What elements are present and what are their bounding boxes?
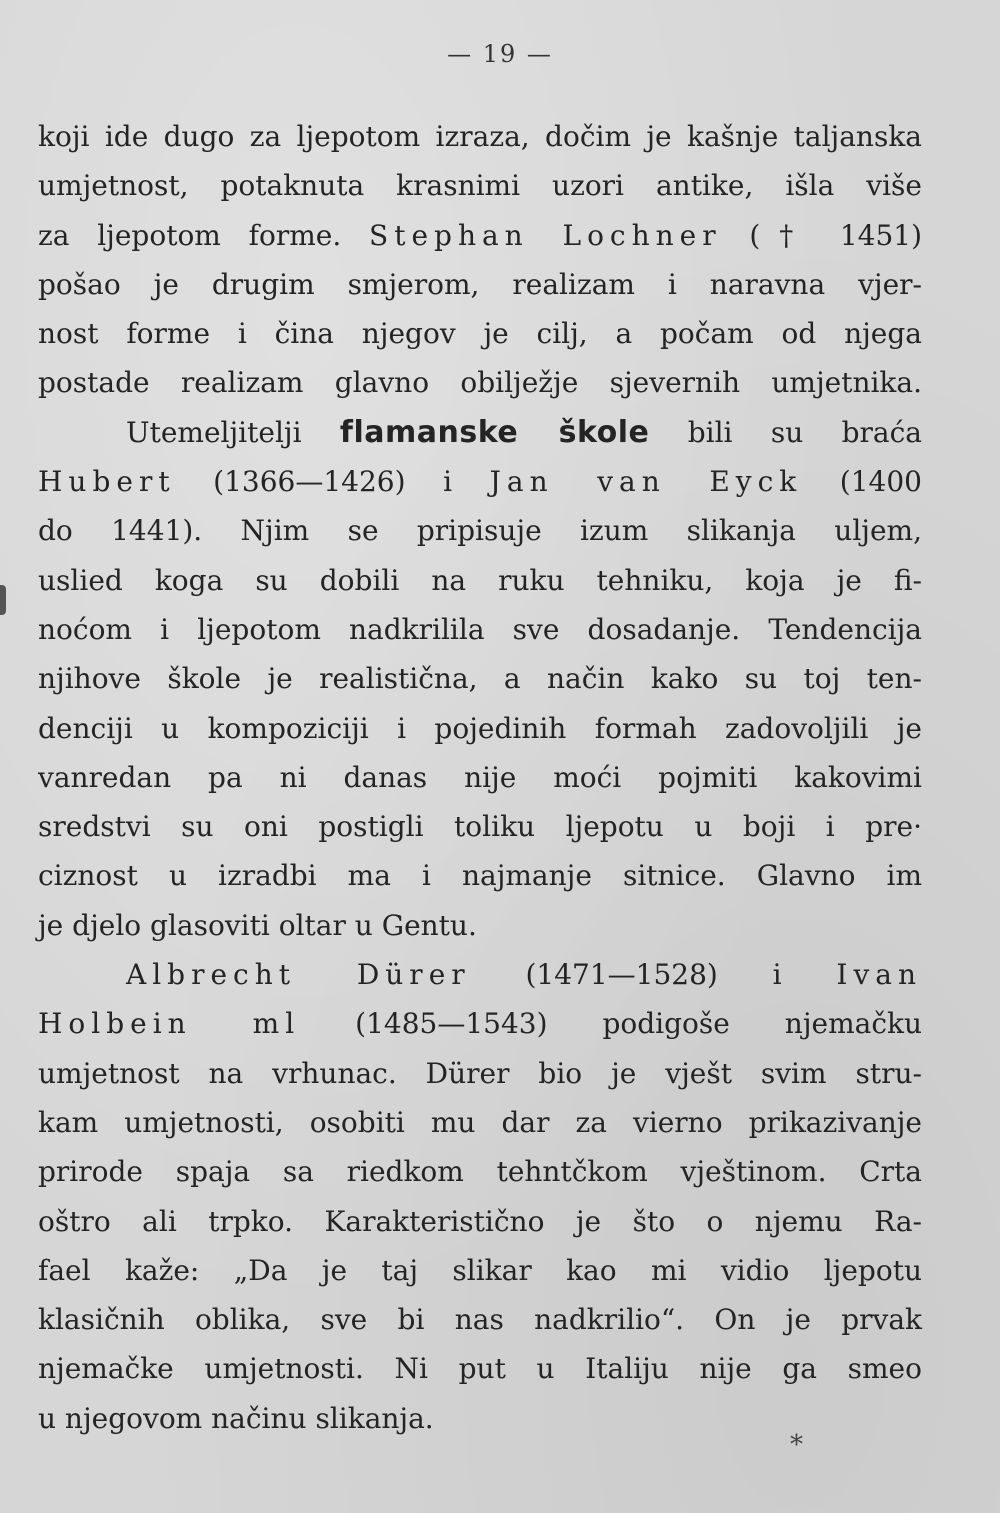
section-asterisk: * <box>790 1430 803 1460</box>
text-line: nost forme i čina njegov je cilj, a počam od njega <box>38 317 922 351</box>
text-line: koji ide dugo za ljepotom izraza, dočim je kašnje taljanska <box>38 120 922 153</box>
text-segment: Utemeljitelji <box>126 415 340 449</box>
spaced-name: Jan van Eyck <box>489 465 803 499</box>
text-line: ciznost u izradbi ma i najmanje sitnice. Glavno im <box>38 859 922 893</box>
bold-heading: flamanske škole <box>339 414 650 450</box>
body-text <box>38 112 922 1443</box>
text-line: sredstvi su oni postigli toliku ljepotu u boji i pre· <box>38 810 922 844</box>
text-line: uslied koga su dobili na ruku tehniku, koja je fi- <box>38 563 922 597</box>
text-line: umjetnost na vrhunac. Dürer bio je vješt svim stru- <box>38 1056 922 1090</box>
text-line: denciji u kompoziciji i pojedinih formah zadovoljili je <box>38 711 922 745</box>
margin-mark <box>0 585 6 615</box>
text-segment: (1485—1543) podigoše njemačku <box>300 1007 923 1041</box>
text-line: je djelo glasoviti oltar u Gentu. <box>38 908 477 942</box>
text-line: oštro ali trpko. Karakteristično je što o njemu Ra- <box>38 1204 922 1238</box>
spaced-name: Stephan Lochner <box>369 218 722 252</box>
text-line: postade realizam glavno obilježje sjevernih umjetnika. <box>38 366 922 400</box>
text-line: prirode spaja sa riedkom tehntčkom vještinom. Crta <box>38 1155 922 1189</box>
text-line <box>38 211 922 260</box>
text-line: njemačke umjetnosti. Ni put u Italiju nije ga smeo <box>38 1352 922 1386</box>
text-segment: († 1451) <box>721 218 923 252</box>
text-segment: (1400 <box>802 465 922 499</box>
spaced-name: Ivan <box>836 958 922 992</box>
text-line <box>38 408 922 457</box>
spaced-name: Hubert <box>38 465 176 499</box>
text-segment: (1366—1426) i <box>175 465 490 499</box>
text-line: umjetnost, potaknuta krasnimi uzori antike, išla više <box>38 169 922 203</box>
text-segment: bili su braća <box>649 415 922 449</box>
text-line: klasičnih oblika, sve bi nas nadkrilio“. On je prvak <box>38 1303 922 1337</box>
text-line: noćom i ljepotom nadkrilila sve dosadanje. Tendencija <box>38 612 922 646</box>
spaced-name: Holbein ml <box>38 1007 301 1041</box>
text-line: njihove škole je realistična, a način kako su toj ten- <box>38 662 922 696</box>
text-line <box>38 950 922 999</box>
text-line: fael kaže: „Da je taj slikar kao mi vidio ljepotu <box>38 1253 922 1287</box>
text-line <box>38 457 922 506</box>
text-line <box>38 999 922 1048</box>
text-segment: za ljepotom forme. <box>38 218 370 252</box>
text-segment: (1471—1528) i <box>470 958 837 992</box>
text-line: do 1441). Njim se pripisuje izum slikanja uljem, <box>38 514 922 548</box>
spaced-name: Albrecht Dürer <box>126 958 471 992</box>
text-line: kam umjetnosti, osobiti mu dar za vierno prikazivanje <box>38 1105 922 1139</box>
text-line: u njegovom načinu slikanja. <box>38 1401 434 1435</box>
text-line: pošao je drugim smjerom, realizam i naravna vjer- <box>38 267 922 301</box>
page-number: — 19 — <box>447 40 553 68</box>
text-line: vanredan pa ni danas nije moći pojmiti kakovimi <box>38 760 922 794</box>
